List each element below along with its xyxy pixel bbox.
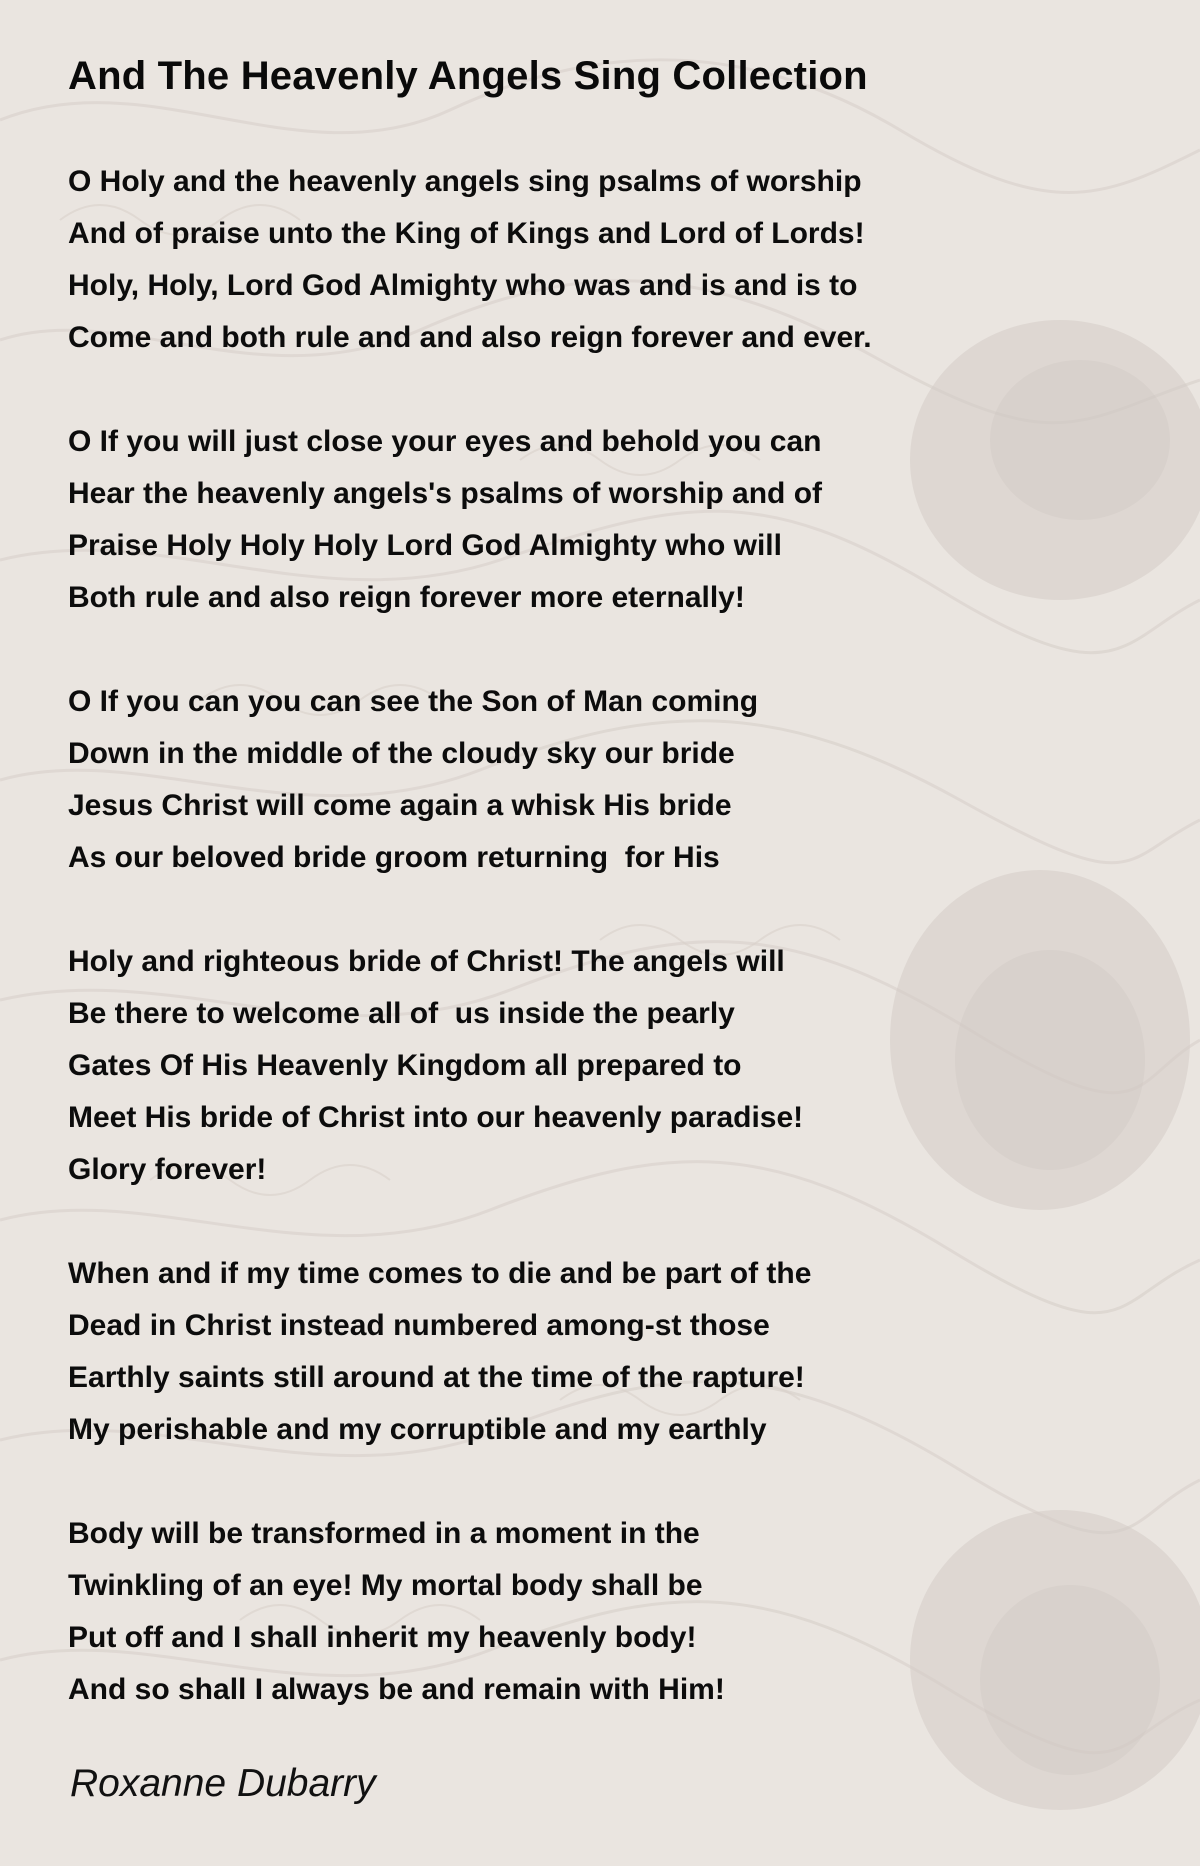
- poem-line: O If you can you can see the Son of Man coming: [68, 685, 759, 718]
- poem-line: O If you will just close your eyes and behold you can: [68, 425, 822, 458]
- poem-line: Jesus Christ will come again a whisk His bride: [68, 789, 732, 822]
- poem-line: Holy, Holy, Lord God Almighty who was and is and is to: [68, 269, 858, 302]
- poem-line: My perishable and my corruptible and my earthly: [68, 1413, 767, 1446]
- poem-line: Dead in Christ instead numbered among-st those: [68, 1309, 770, 1342]
- stanza: [68, 936, 1128, 1196]
- poem-line: Glory forever!: [68, 1153, 267, 1186]
- poem-line: O Holy and the heavenly angels sing psalms of worship: [68, 165, 862, 198]
- poem-line: Body will be transformed in a moment in the: [68, 1517, 700, 1550]
- poem-line: And so shall I always be and remain with Him!: [68, 1673, 725, 1706]
- poem-line: Be there to welcome all of us inside the pearly: [68, 997, 735, 1030]
- stanza: [68, 1508, 1128, 1716]
- poem-line: Put off and I shall inherit my heavenly body!: [68, 1621, 697, 1654]
- stanza: [68, 1248, 1128, 1456]
- stanza: [68, 676, 1128, 884]
- poem-line: Down in the middle of the cloudy sky our bride: [68, 737, 735, 770]
- poem-body: [68, 156, 1128, 1716]
- stanza: [68, 416, 1128, 624]
- poem-line: Praise Holy Holy Holy Lord God Almighty who will: [68, 529, 782, 562]
- poem-line: When and if my time comes to die and be part of the: [68, 1257, 812, 1290]
- stanza: [68, 156, 1128, 364]
- poem-container: [68, 44, 1128, 1768]
- poem-author: Roxanne Dubarry: [70, 1762, 376, 1805]
- poem-line: Come and both rule and and also reign forever and ever.: [68, 321, 872, 354]
- poem-line: Holy and righteous bride of Christ! The angels will: [68, 945, 785, 978]
- poem-title: And The Heavenly Angels Sing Collection: [68, 54, 868, 98]
- poem-line: Both rule and also reign forever more eternally!: [68, 581, 745, 614]
- poem-line: Twinkling of an eye! My mortal body shall be: [68, 1569, 703, 1602]
- poem-line: Meet His bride of Christ into our heavenly paradise!: [68, 1101, 804, 1134]
- poem-line: Gates Of His Heavenly Kingdom all prepared to: [68, 1049, 742, 1082]
- poem-line: Hear the heavenly angels's psalms of worship and of: [68, 477, 823, 510]
- poem-line: Earthly saints still around at the time of the rapture!: [68, 1361, 805, 1394]
- poem-line: And of praise unto the King of Kings and Lord of Lords!: [68, 217, 865, 250]
- poem-line: As our beloved bride groom returning for His: [68, 841, 720, 874]
